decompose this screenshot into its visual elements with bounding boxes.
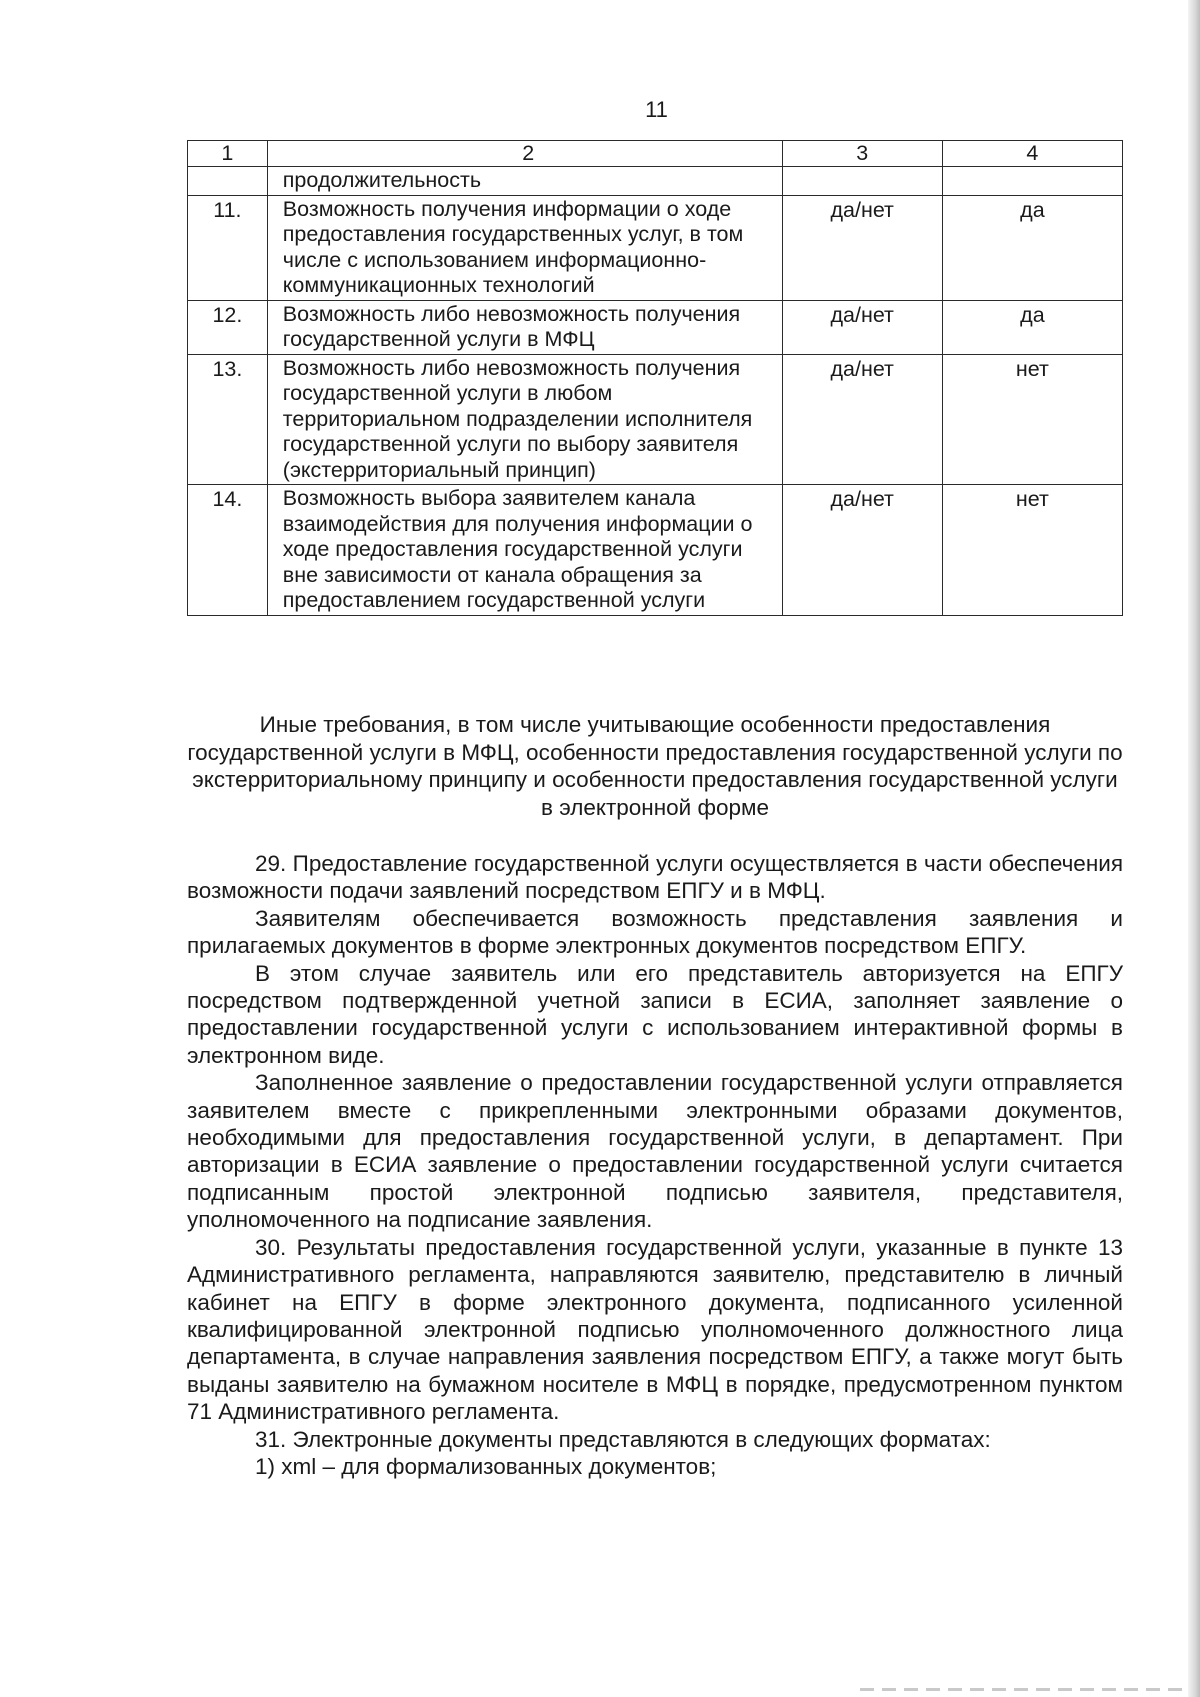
scan-bottom-artifact (860, 1688, 1190, 1691)
scan-edge-shadow (1188, 0, 1200, 1697)
table-header-row (188, 141, 1123, 167)
row-number: 13. (188, 354, 268, 485)
table-row (188, 354, 1123, 485)
row-text: продолжительность (267, 167, 782, 196)
paragraph: 29. Предоставление государственной услуги осуществляется в части обеспечения возможности подачи заявлений посредством ЕПГУ и в МФЦ. (187, 851, 1123, 904)
row-unit (782, 167, 942, 196)
table-row (188, 195, 1123, 300)
row-value: нет (942, 485, 1122, 616)
table-header-cell: 3 (782, 141, 942, 167)
row-value: нет (942, 354, 1122, 485)
paragraph: Заполненное заявление о предоставлении государственной услуги отправляется заявителем вместе с прикрепленными электронными образами документов, необходимыми для предоставления государственной услуги, в департамент. При авторизации в ЕСИА заявление о предоставлении государственной услуги считается подписанным простой электронной подписью заявителя, представителя, уполномоченного на подписание заявления. (187, 1070, 1123, 1233)
row-value: да (942, 300, 1122, 354)
paragraph: 30. Результаты предоставления государственной услуги, указанные в пункте 13 Административного регламента, направляются заявителю, представителю в личный кабинет на ЕПГУ в форме электронного документа, подписанного усиленной квалифицированной электронной подписью уполномоченного должностного лица департамента, в случае направления заявления посредством ЕПГУ, а также могут быть выданы заявителю на бумажном носителе в МФЦ в порядке, предусмотренном пунктом 71 Административного регламента. (187, 1234, 1123, 1425)
table-row (188, 167, 1123, 196)
table-row (188, 485, 1123, 616)
paragraph: 1) xml – для формализованных документов; (255, 1453, 717, 1479)
row-unit: да/нет (782, 354, 942, 485)
row-unit: да/нет (782, 485, 942, 616)
row-text: Возможность либо невозможность получения государственной услуги в МФЦ (267, 300, 782, 354)
table-header-cell: 4 (942, 141, 1122, 167)
row-value (942, 167, 1122, 196)
row-value: да (942, 195, 1122, 300)
requirements-table (187, 140, 1123, 616)
row-text: Возможность выбора заявителем канала взаимодействия для получения информации о ходе предоставления государственной услуги вне зависимости от канала обращения за предоставлением государственной услуги (267, 485, 782, 616)
row-text: Возможность либо невозможность получения государственной услуги в любом территориальном подразделении исполнителя государственной услуги по выбору заявителя (экстерриториальный принцип) (267, 354, 782, 485)
row-number: 14. (188, 485, 268, 616)
row-number: 11. (188, 195, 268, 300)
table-row (188, 300, 1123, 354)
section-heading: Иные требования, в том числе учитывающие особенности предоставления государственной услуги в МФЦ, особенности предоставления государственной услуги по экстерриториальному принципу и особенности предоставления государственной услуги в электронной форме (187, 712, 1123, 820)
table-header-cell: 2 (267, 141, 782, 167)
paragraph: В этом случае заявитель или его представитель авторизуется на ЕПГУ посредством подтвержденной учетной записи в ЕСИА, заполняет заявление о предоставлении государственной услуги с использованием интерактивной формы в электронном виде. (187, 960, 1123, 1068)
paragraph: 31. Электронные документы представляются в следующих форматах: (255, 1426, 991, 1452)
row-number (188, 167, 268, 196)
paragraph: Заявителям обеспечивается возможность представления заявления и прилагаемых документов в форме электронных документов посредством ЕПГУ. (187, 905, 1123, 959)
row-text: Возможность получения информации о ходе предоставления государственных услуг, в том числе с использованием информационно-коммуникационных технологий (267, 195, 782, 300)
page-number: 11 (645, 97, 668, 122)
row-unit: да/нет (782, 300, 942, 354)
body-text (187, 850, 1123, 1480)
row-number: 12. (188, 300, 268, 354)
table-header-cell: 1 (188, 141, 268, 167)
row-unit: да/нет (782, 195, 942, 300)
